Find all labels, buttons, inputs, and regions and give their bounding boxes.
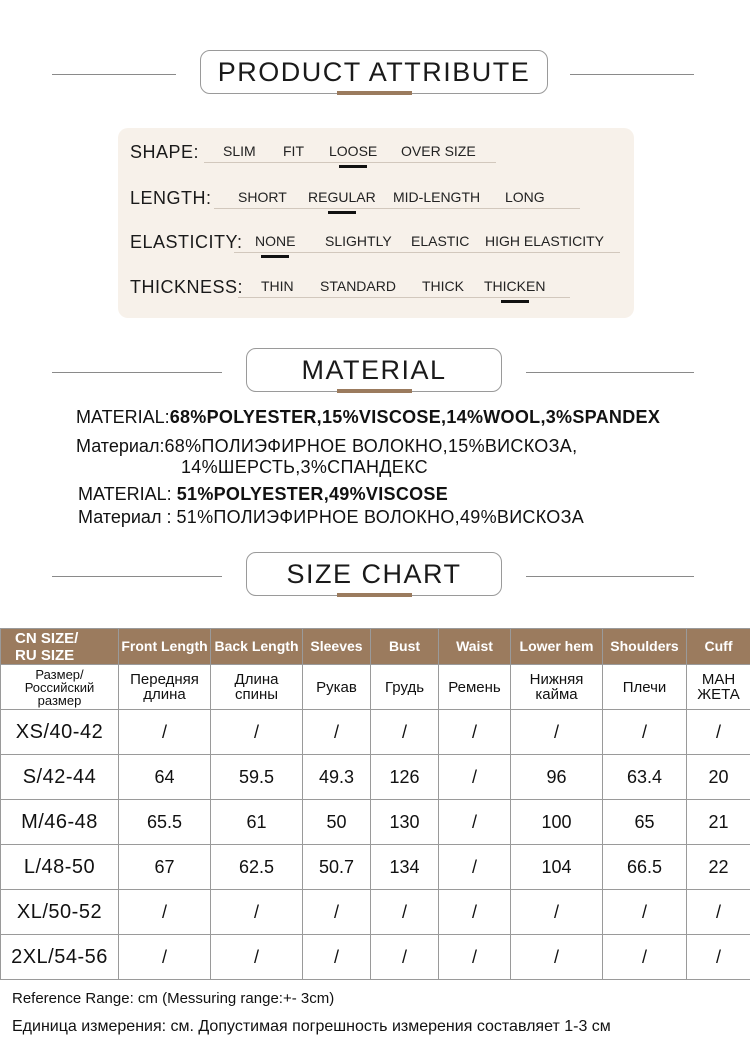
value-cell: /: [603, 710, 687, 755]
header-cell: Front Length: [119, 629, 211, 665]
table-row: [1, 800, 750, 845]
value-cell: /: [119, 935, 211, 980]
ru-header-cell: Ремень: [439, 665, 511, 710]
header-cell: Cuff: [687, 629, 750, 665]
material-line: [76, 407, 660, 428]
attribute-option: STANDARD: [320, 278, 396, 294]
value-cell: 126: [371, 755, 439, 800]
header-rule-right: [526, 372, 694, 373]
attribute-option: LONG: [505, 189, 545, 205]
value-cell: /: [211, 890, 303, 935]
material-label: Материал:: [76, 436, 165, 456]
title-accent-bar: [337, 91, 412, 95]
size-cell: L/48-50: [1, 845, 119, 890]
header-cell: Lower hem: [511, 629, 603, 665]
value-cell: 64: [119, 755, 211, 800]
attribute-option: OVER SIZE: [401, 143, 476, 159]
attribute-option: SLIGHTLY: [325, 233, 392, 249]
material-line: [78, 484, 448, 505]
size-cell: XS/40-42: [1, 710, 119, 755]
attribute-row-length: [118, 174, 634, 208]
header-cell-size: CN SIZE/ RU SIZE: [1, 629, 119, 665]
table-row: [1, 935, 750, 980]
material-label: MATERIAL:: [76, 407, 170, 427]
section-title: SIZE CHART: [246, 552, 502, 596]
attribute-option: THIN: [261, 278, 294, 294]
table-row: [1, 845, 750, 890]
attribute-option: HIGH ELASTICITY: [485, 233, 605, 249]
material-label: Материал :: [78, 507, 172, 527]
value-cell: /: [211, 710, 303, 755]
attribute-rule: [214, 208, 580, 209]
value-cell: /: [211, 935, 303, 980]
attribute-option: ELASTIC: [411, 233, 470, 249]
value-cell: /: [371, 935, 439, 980]
material-value: 14%ШЕРСТЬ,3%СПАНДЕКС: [181, 457, 428, 477]
material-value: 51%POLYESTER,49%VISCOSE: [176, 484, 449, 504]
attribute-row-thickness: [118, 263, 634, 297]
value-cell: /: [119, 890, 211, 935]
value-cell: 59.5: [211, 755, 303, 800]
value-cell: 100: [511, 800, 603, 845]
attribute-label: SHAPE:: [130, 142, 200, 162]
reference-note-en: Reference Range: cm (Messuring range:+- 3cm): [12, 990, 335, 1007]
attribute-rule: [238, 297, 570, 298]
header-cell: Shoulders: [603, 629, 687, 665]
section-title: MATERIAL: [246, 348, 502, 392]
attribute-option-selected: REGULAR: [308, 189, 376, 205]
attribute-label: ELASTICITY:: [130, 232, 243, 252]
value-cell: /: [687, 710, 750, 755]
value-cell: 20: [687, 755, 750, 800]
material-header: [0, 348, 750, 398]
value-cell: 50.7: [303, 845, 371, 890]
value-cell: 22: [687, 845, 750, 890]
table-row: [1, 710, 750, 755]
header-rule-left: [52, 74, 176, 75]
value-cell: /: [603, 935, 687, 980]
attribute-option-selected: NONE: [255, 233, 296, 249]
reference-note-ru: Единица измерения: см. Допустимая погрешность измерения составляет 1-3 см: [12, 1018, 611, 1035]
value-cell: /: [511, 710, 603, 755]
value-cell: /: [119, 710, 211, 755]
size-table: [0, 628, 750, 980]
title-accent-bar: [337, 389, 412, 393]
header-rule-left: [52, 576, 222, 577]
attribute-option: THICK: [422, 278, 464, 294]
ru-header-cell: Передняя длина: [119, 665, 211, 710]
material-value: 51%ПОЛИЭФИРНОЕ ВОЛОКНО,49%ВИСКОЗА: [176, 507, 585, 527]
value-cell: /: [371, 890, 439, 935]
section-title: PRODUCT ATTRIBUTE: [200, 50, 548, 94]
value-cell: /: [603, 890, 687, 935]
material-line: [78, 507, 584, 528]
size-cell: M/46-48: [1, 800, 119, 845]
table-header-row: [1, 629, 750, 665]
value-cell: 104: [511, 845, 603, 890]
value-cell: /: [687, 935, 750, 980]
attribute-row-shape: [118, 128, 634, 162]
ru-header-cell: Грудь: [371, 665, 439, 710]
attribute-option: SHORT: [238, 189, 287, 205]
attribute-card: [118, 128, 634, 318]
ru-header-cell: МАН ЖЕТА: [687, 665, 750, 710]
size-cell: S/42-44: [1, 755, 119, 800]
attribute-label: LENGTH:: [130, 188, 212, 208]
value-cell: /: [371, 710, 439, 755]
header-rule-left: [52, 372, 222, 373]
value-cell: 67: [119, 845, 211, 890]
value-cell: /: [439, 800, 511, 845]
value-cell: /: [439, 845, 511, 890]
attribute-option-selected: THICKEN: [484, 278, 546, 294]
value-cell: /: [511, 935, 603, 980]
header-cell: Back Length: [211, 629, 303, 665]
value-cell: /: [687, 890, 750, 935]
value-cell: 63.4: [603, 755, 687, 800]
value-cell: /: [511, 890, 603, 935]
ru-header-cell: Плечи: [603, 665, 687, 710]
value-cell: /: [439, 935, 511, 980]
value-cell: 134: [371, 845, 439, 890]
header-cell: Bust: [371, 629, 439, 665]
header-rule-right: [526, 576, 694, 577]
value-cell: 50: [303, 800, 371, 845]
ru-header-cell: Нижняя кайма: [511, 665, 603, 710]
value-cell: /: [303, 710, 371, 755]
size-chart-header: [0, 552, 750, 602]
value-cell: 65.5: [119, 800, 211, 845]
value-cell: 21: [687, 800, 750, 845]
table-row: [1, 755, 750, 800]
material-line: [181, 457, 428, 478]
header-cell: Waist: [439, 629, 511, 665]
material-label: MATERIAL:: [78, 484, 172, 504]
attribute-rule: [234, 252, 620, 253]
value-cell: 49.3: [303, 755, 371, 800]
value-cell: /: [439, 710, 511, 755]
ru-header-cell: Рукав: [303, 665, 371, 710]
title-accent-bar: [337, 593, 412, 597]
attribute-rule: [204, 162, 496, 163]
table-row: [1, 890, 750, 935]
material-value: 68%ПОЛИЭФИРНОЕ ВОЛОКНО,15%ВИСКОЗА,: [164, 436, 578, 456]
value-cell: 61: [211, 800, 303, 845]
value-cell: 96: [511, 755, 603, 800]
value-cell: /: [439, 755, 511, 800]
value-cell: 65: [603, 800, 687, 845]
table-header-ru-row: [1, 665, 750, 710]
size-cell: 2XL/54-56: [1, 935, 119, 980]
size-cell: XL/50-52: [1, 890, 119, 935]
attribute-row-elasticity: [118, 218, 634, 252]
material-line: [76, 436, 577, 457]
value-cell: /: [303, 890, 371, 935]
value-cell: 66.5: [603, 845, 687, 890]
attribute-option: MID-LENGTH: [393, 189, 481, 205]
attribute-option: SLIM: [223, 143, 256, 159]
value-cell: 130: [371, 800, 439, 845]
ru-header-cell-size: Размер/ Российский размер: [1, 665, 119, 710]
ru-header-cell: Длина спины: [211, 665, 303, 710]
value-cell: /: [303, 935, 371, 980]
header-cell: Sleeves: [303, 629, 371, 665]
material-value: 68%POLYESTER,15%VISCOSE,14%WOOL,3%SPANDEX: [169, 407, 661, 427]
product-attribute-header: [0, 50, 750, 100]
value-cell: 62.5: [211, 845, 303, 890]
attribute-option-selected: LOOSE: [329, 143, 378, 159]
header-rule-right: [570, 74, 694, 75]
attribute-label: THICKNESS:: [130, 277, 244, 297]
value-cell: /: [439, 890, 511, 935]
attribute-option: FIT: [283, 143, 304, 159]
